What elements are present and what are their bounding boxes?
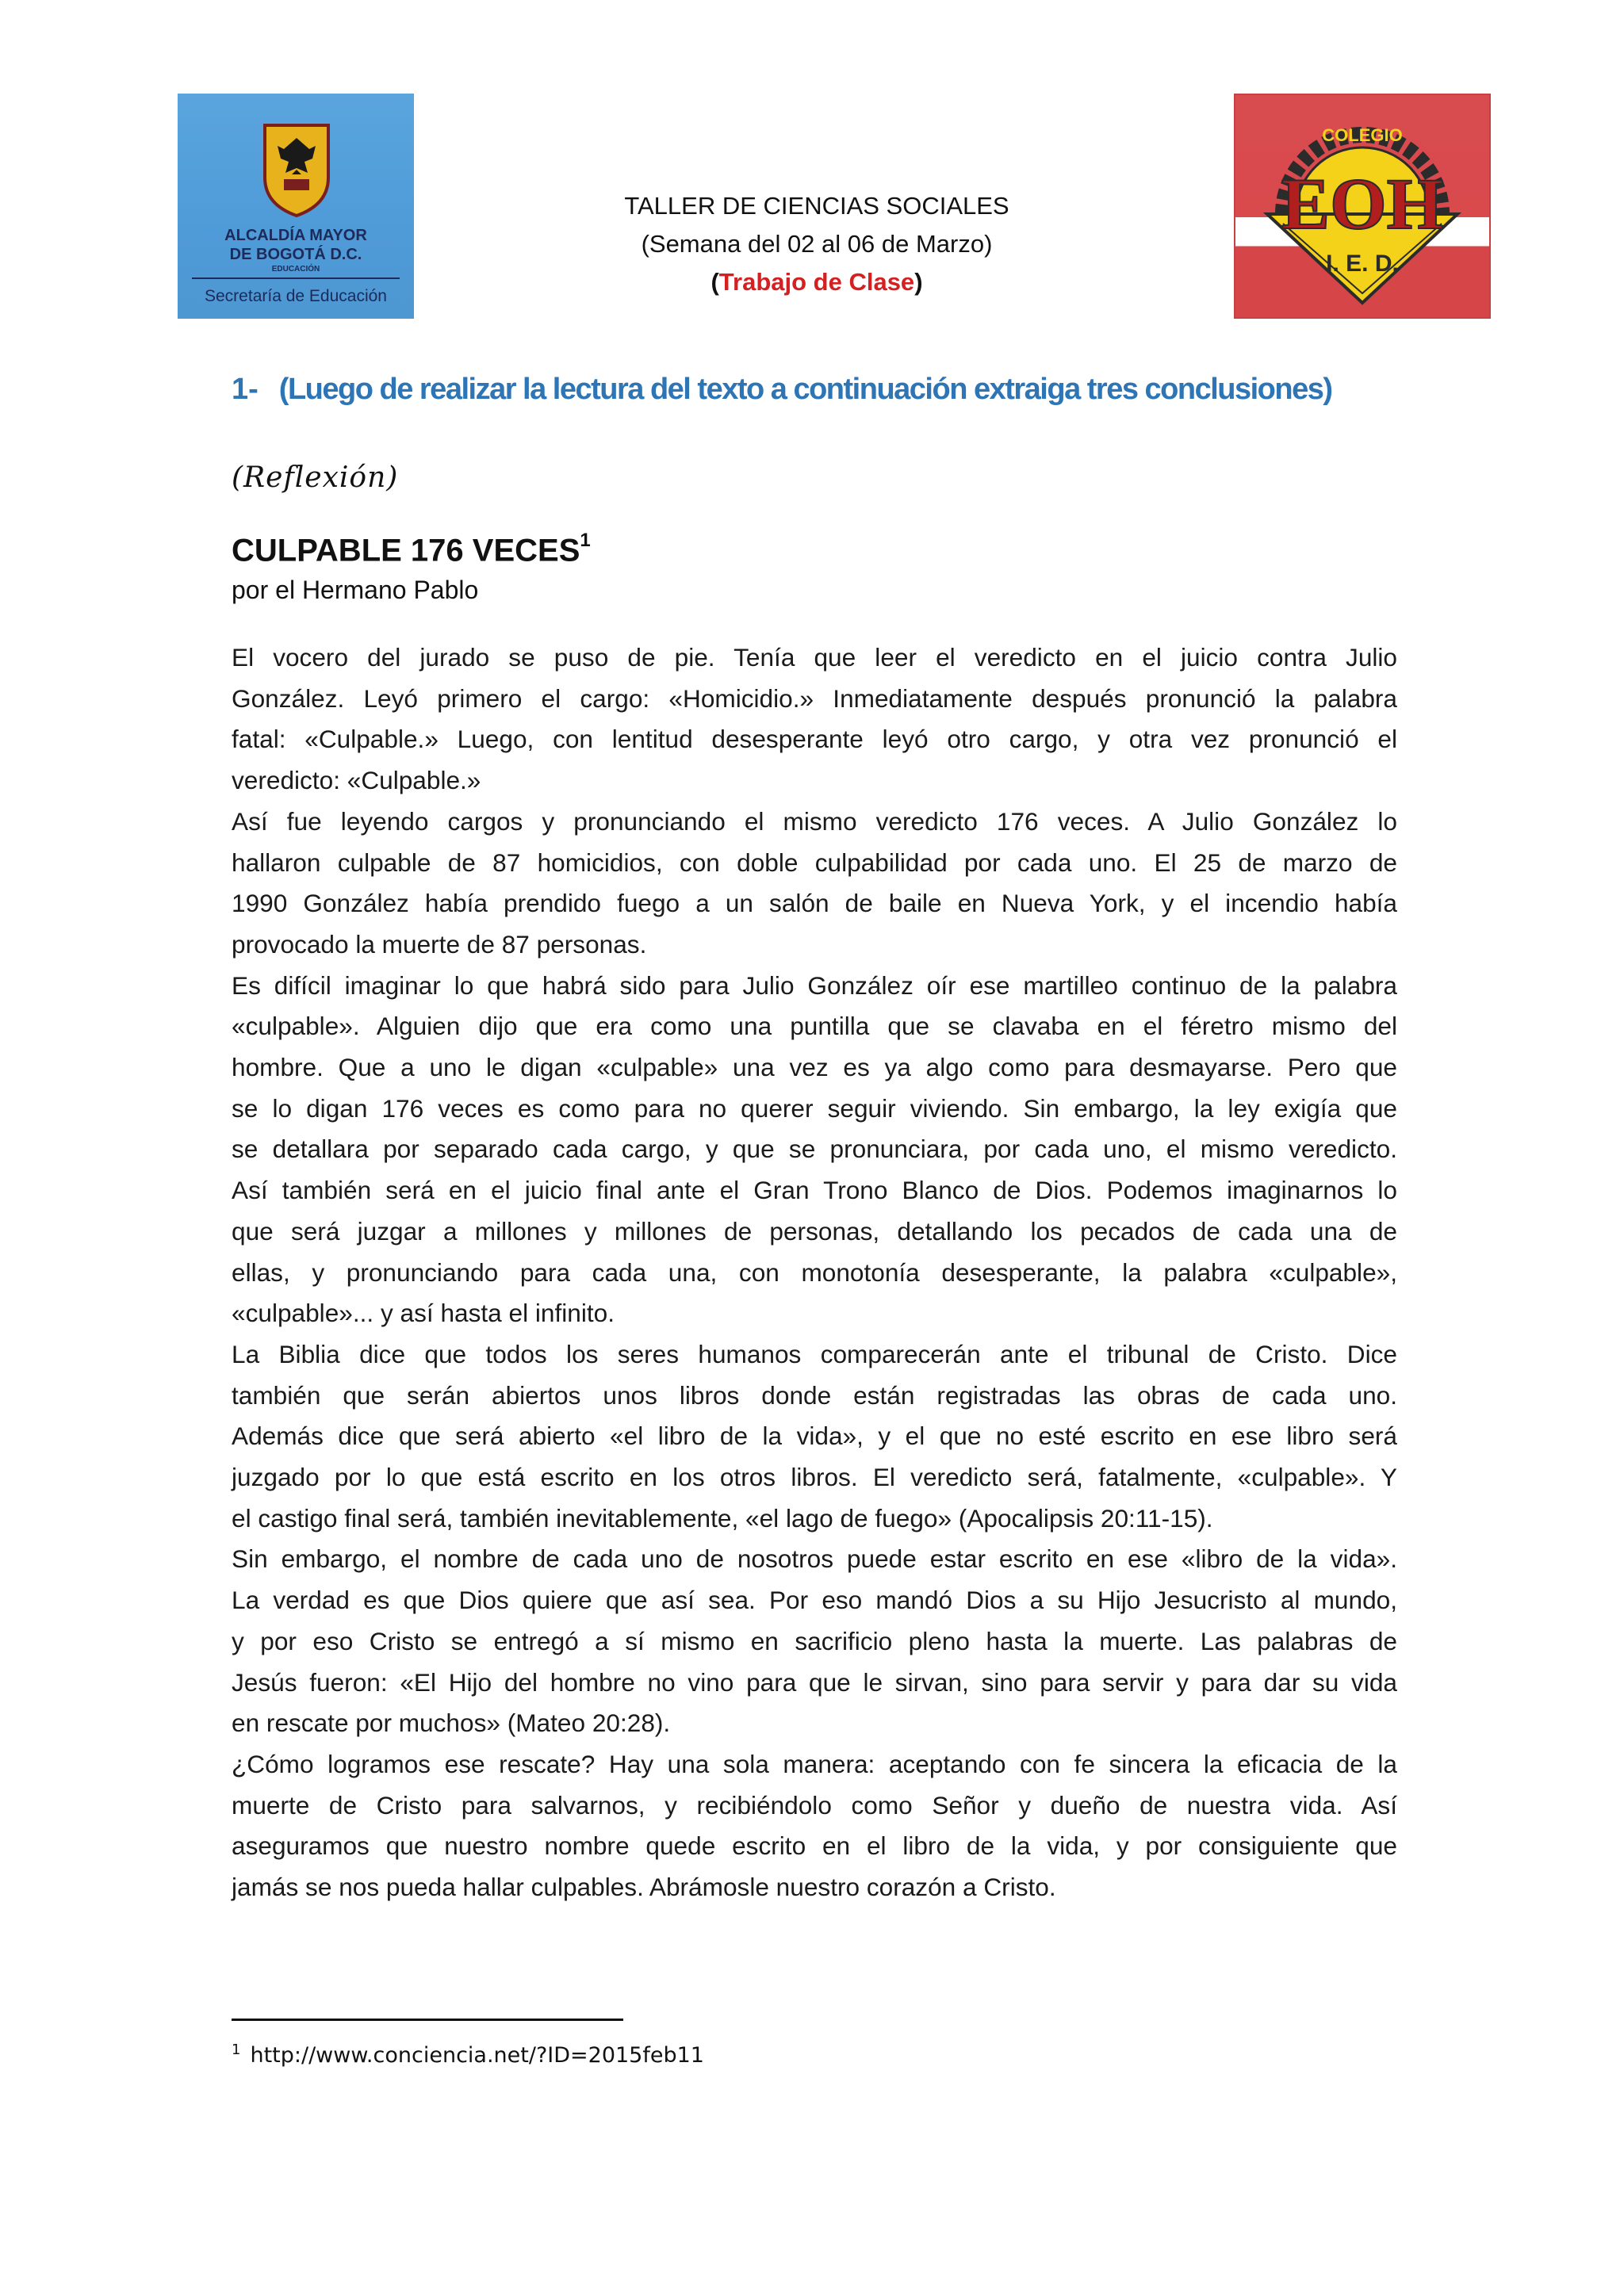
crest-arc-text: COLEGIO [1322, 125, 1403, 145]
article-byline: por el Hermano Pablo [232, 576, 479, 604]
question-heading [232, 373, 1421, 407]
article-title-text: CULPABLE 176 VECES [232, 533, 580, 568]
body-line: muerte de Cristo para salvarnos, y recibiéndolo como Señor y dueño de nuestra vida. Así [232, 1790, 1397, 1820]
logo-left-divider [192, 277, 400, 279]
body-line: veredicto: «Culpable.» [232, 766, 481, 795]
body-line: se lo digan 176 veces es como para no querer seguir viviendo. Sin embargo, la ley exigía que [232, 1093, 1397, 1123]
body-line: «culpable»... y así hasta el infinito. [232, 1299, 615, 1328]
footnote-rule [232, 2019, 623, 2021]
body-line: en rescate por muchos» (Mateo 20:28). [232, 1709, 671, 1738]
body-line: y por eso Cristo se entregó a sí mismo en sacrificio pleno hasta la muerte. Las palabras de [232, 1626, 1397, 1655]
body-line: Sin embargo, el nombre de cada uno de nosotros puede estar escrito en ese «libro de la vida». [232, 1544, 1397, 1574]
body-line: González. Leyó primero el cargo: «Homicidio.» Inmediatamente después pronunció la palabra [232, 683, 1397, 713]
body-line: juzgado por lo que está escrito en los otros libros. El veredicto será, fatalmente, «culpable». Y [232, 1463, 1397, 1492]
crest-ied: I. E. D. [1326, 251, 1399, 277]
header-work-label: Trabajo de Clase [718, 268, 915, 296]
header-week: (Semana del 02 al 06 de Marzo) [641, 230, 993, 258]
body-line: Así fue leyendo cargos y pronunciando el mismo veredicto 176 veces. A Julio González lo [232, 806, 1397, 836]
body-line: La Biblia dice que todos los seres humanos comparecerán ante el tribunal de Cristo. Dice [232, 1339, 1397, 1368]
body-line: jamás se nos pueda hallar culpables. Abrámosle nuestro corazón a Cristo. [232, 1873, 1056, 1902]
body-line: fatal: «Culpable.» Luego, con lentitud desesperante leyó otro cargo, y otra vez pronunció el [232, 725, 1397, 754]
question-number: 1- [232, 373, 259, 406]
body-line: Así también será en el juicio final ante el Gran Trono Blanco de Dios. Podemos imaginarnos lo [232, 1176, 1397, 1205]
header-work-open: ( [710, 268, 719, 296]
body-line: «culpable». Alguien dijo que era como una puntilla que se clavaba en el féretro mismo del [232, 1012, 1397, 1041]
colegio-eoh-logo [1234, 94, 1491, 319]
question-text: (Luego de realizar la lectura del texto a continuación extraiga tres conclusiones) [278, 373, 1332, 406]
body-line: hallaron culpable de 87 homicidios, con doble culpabilidad por cada uno. El 25 de marzo de [232, 848, 1397, 877]
school-crest-icon [1235, 95, 1489, 317]
body-line: ¿Cómo logramos ese rescate? Hay una sola manera: aceptando con fe sincera la eficacia de la [232, 1749, 1397, 1778]
logo-left-line4: Secretaría de Educación [205, 287, 387, 305]
body-line: aseguramos que nuestro nombre quede escrito en el libro de la vida, y por consiguiente que [232, 1831, 1397, 1861]
body-line: hombre. Que a uno le digan «culpable» una vez es ya algo como para desmayarse. Pero que [232, 1053, 1397, 1082]
body-line: La verdad es que Dios quiere que así sea. Por eso mandó Dios a su Hijo Jesucristo al mundo, [232, 1586, 1397, 1615]
header-title: TALLER DE CIENCIAS SOCIALES [624, 192, 1009, 220]
body-line: Es difícil imaginar lo que habrá sido para Julio González oír ese martilleo continuo de la palabra [232, 970, 1397, 1000]
body-line: 1990 González había prendido fuego a un salón de baile en Nueva York, y el incendio había [232, 889, 1397, 918]
footnote-url: http://www.conciencia.net/?ID=2015feb11 [250, 2043, 704, 2068]
body-line: provocado la muerte de 87 personas. [232, 929, 647, 959]
body-line: el castigo final será, también inevitablemente, «el lago de fuego» (Apocalipsis 20:11-15). [232, 1503, 1213, 1533]
reflexion-label: (Reflexión) [232, 461, 399, 494]
article-footnote-ref: 1 [580, 530, 591, 551]
crest-initials: EOH [1281, 163, 1444, 244]
header-work [476, 263, 1158, 301]
body-line: Jesús fueron: «El Hijo del hombre no vino para que le sirvan, sino para servir y para dar su vida [232, 1667, 1397, 1697]
body-line: ellas, y pronunciando para cada una, con monotonía desesperante, la palabra «culpable», [232, 1257, 1397, 1287]
footnote [232, 2042, 704, 2068]
alcaldia-bogota-logo [178, 94, 414, 319]
logo-left-line2: DE BOGOTÁ D.C. [229, 246, 362, 263]
article-title [232, 530, 591, 568]
article-body [232, 637, 1397, 1908]
body-line: también que serán abiertos unos libros donde están registradas las obras de cada uno. [232, 1380, 1397, 1410]
body-line: El vocero del jurado se puso de pie. Tenía que leer el veredicto en el juicio contra Julio [232, 643, 1397, 672]
footnote-number: 1 [232, 2042, 241, 2058]
logo-left-line3: EDUCACIÓN [271, 265, 320, 274]
body-line: Además dice que será abierto «el libro de la vida», y el que no esté escrito en ese libro será [232, 1422, 1397, 1451]
coat-of-arms-icon [260, 122, 333, 217]
body-line: que será juzgar a millones y millones de personas, detallando los pecados de cada una de [232, 1216, 1397, 1246]
body-line: se detallara por separado cada cargo, y que se pronunciara, por cada uno, el mismo veredicto. [232, 1135, 1397, 1164]
logo-left-line1: ALCALDÍA MAYOR [224, 227, 367, 244]
header-work-close: ) [914, 268, 923, 296]
